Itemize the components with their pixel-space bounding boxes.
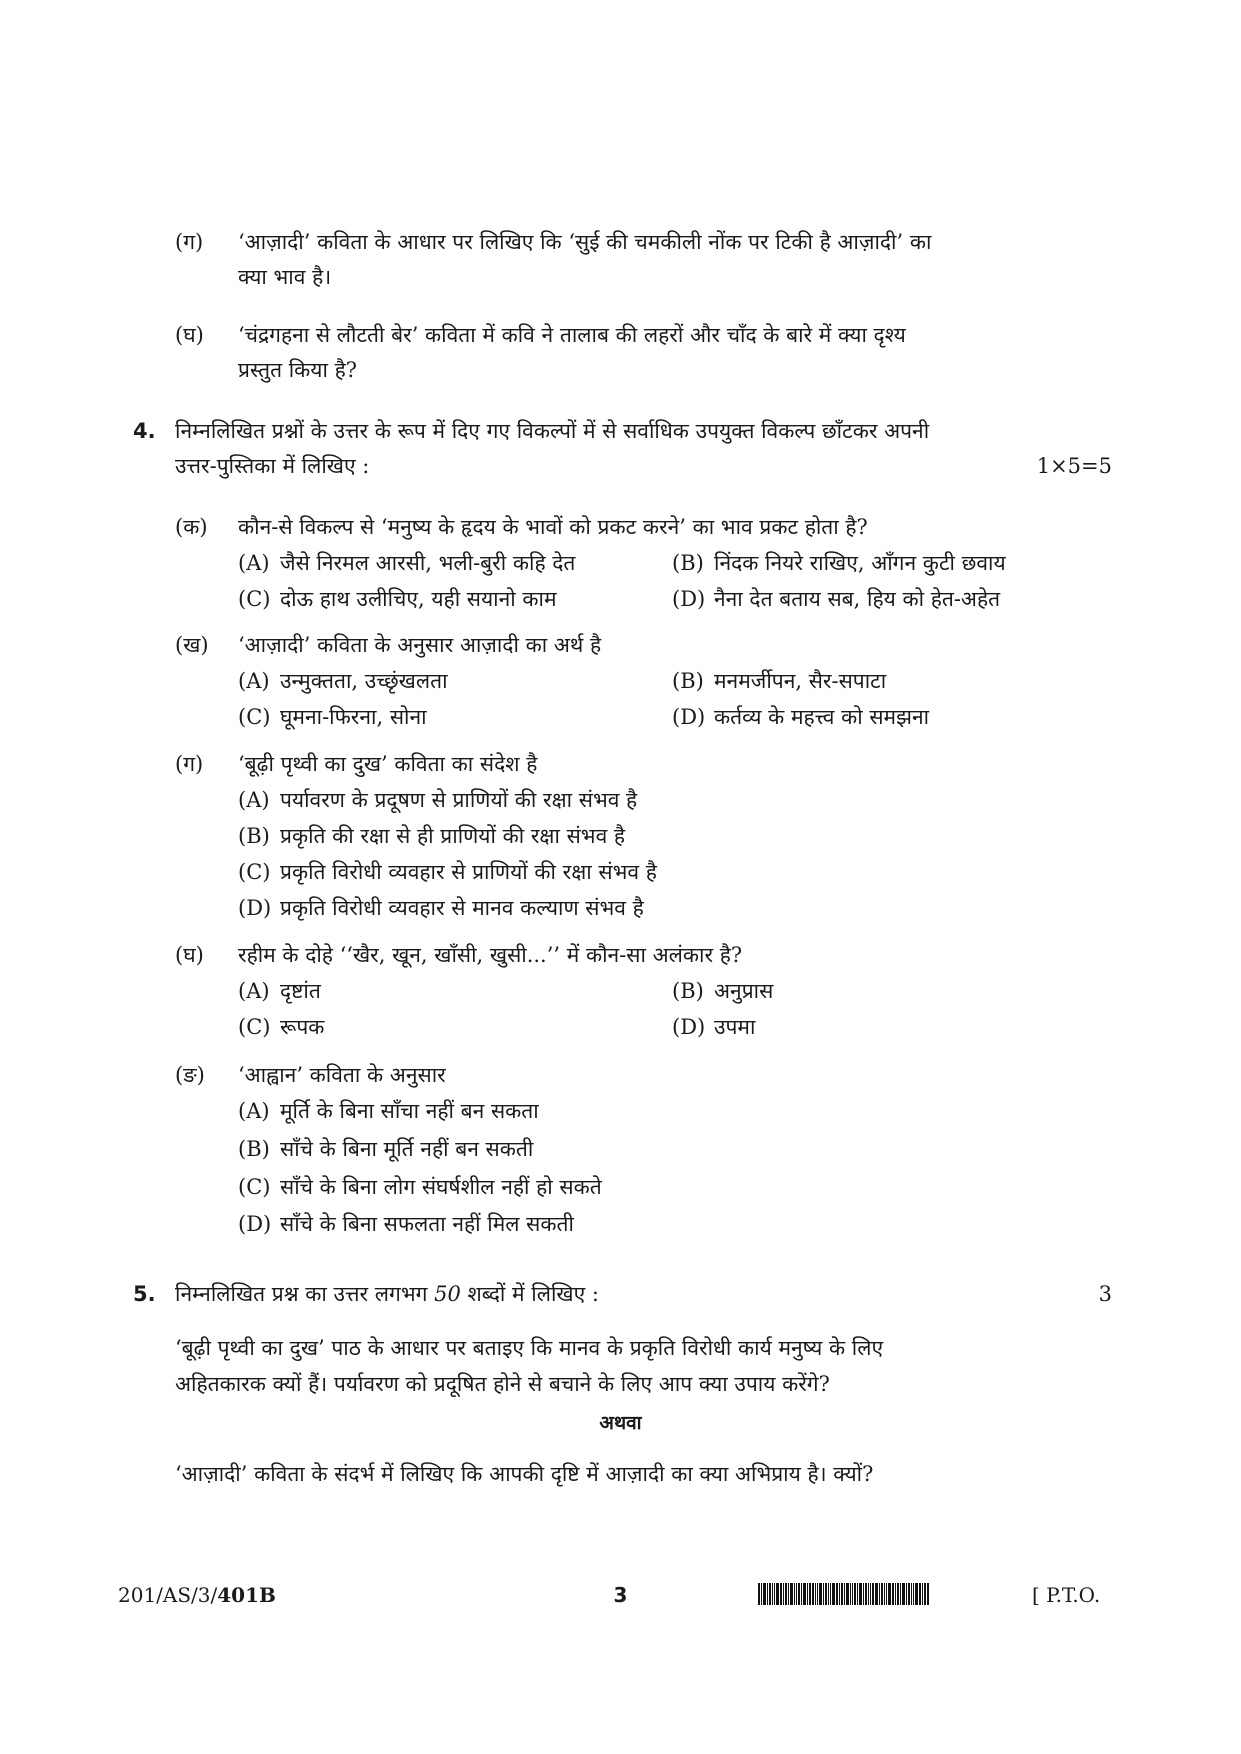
q4-kha-label: (ख) bbox=[175, 633, 209, 657]
q5-question-line2: अहितकारक क्यों हैं। पर्यावरण को प्रदूषित होने से बचाने के लिए आप क्या उपाय करेंगे? bbox=[175, 1372, 830, 1396]
q4-ga-option-d: (D) प्रकृति विरोधी व्यवहार से मानव कल्याण संभव है bbox=[238, 896, 644, 920]
q3-ga-line1: ‘आज़ादी’ कविता के आधार पर लिखिए कि ‘सुई की चमकीली नोंक पर टिकी है आज़ादी’ का bbox=[238, 230, 932, 254]
q4-ka-option-b: (B) निंदक नियरे राखिए, आँगन कुटी छवाय bbox=[672, 551, 1006, 575]
q4-kha-question: ‘आज़ादी’ कविता के अनुसार आज़ादी का अर्थ है bbox=[238, 633, 602, 657]
q4-ga-label: (ग) bbox=[175, 752, 204, 776]
q4-ka-option-c: (C) दोऊ हाथ उलीचिए, यही सयानो काम bbox=[238, 587, 557, 611]
q3-gha-label: (घ) bbox=[175, 323, 204, 347]
q5-instruction: निम्नलिखित प्रश्न का उत्तर लगभग 50 शब्दों में लिखिए : bbox=[175, 1282, 599, 1306]
q4-nga-option-d: (D) साँचे के बिना सफलता नहीं मिल सकती bbox=[238, 1212, 574, 1236]
q4-ga-option-c: (C) प्रकृति विरोधी व्यवहार से प्राणियों की रक्षा संभव है bbox=[238, 860, 657, 884]
q5-alternative-question: ‘आज़ादी’ कविता के संदर्भ में लिखिए कि आपकी दृष्टि में आज़ादी का क्या अभिप्राय है। क्यों? bbox=[175, 1462, 874, 1486]
q4-gha-label: (घ) bbox=[175, 943, 204, 967]
q3-ga-label: (ग) bbox=[175, 230, 204, 254]
q4-gha-option-d: (D) उपमा bbox=[672, 1015, 756, 1039]
q5-number: 5. bbox=[133, 1282, 156, 1306]
q4-kha-option-d: (D) कर्तव्य के महत्त्व को समझना bbox=[672, 705, 930, 729]
q4-ga-question: ‘बूढ़ी पृथ्वी का दुख’ कविता का संदेश है bbox=[238, 752, 538, 776]
q4-number: 4. bbox=[133, 419, 156, 443]
q4-ka-question: कौन-से विकल्प से ‘मनुष्य के हृदय के भावों को प्रकट करने’ का भाव प्रकट होता है? bbox=[238, 515, 868, 539]
q3-gha-line2: प्रस्तुत किया है? bbox=[238, 358, 358, 382]
q3-ga-line2: क्या भाव है। bbox=[238, 265, 332, 289]
q4-gha-question: रहीम के दोहे ‘‘खैर, खून, खाँसी, खुसी...’’ में कौन-सा अलंकार है? bbox=[238, 943, 743, 967]
q4-nga-option-b: (B) साँचे के बिना मूर्ति नहीं बन सकती bbox=[238, 1137, 534, 1161]
q4-instruction-line1: निम्नलिखित प्रश्नों के उत्तर के रूप में दिए गए विकल्पों में से सर्वाधिक उपयुक्त विकल्प छाँटकर अपनी bbox=[175, 419, 930, 443]
q3-gha-line1: ‘चंद्रगहना से लौटती बेर’ कविता में कवि ने तालाब की लहरों और चाँद के बारे में क्या दृश्य bbox=[238, 323, 906, 347]
page-number: 3 bbox=[613, 1583, 628, 1607]
q4-ka-option-d: (D) नैना देत बताय सब, हिय को हेत-अहेत bbox=[672, 587, 1001, 611]
q4-nga-label: (ङ) bbox=[175, 1063, 205, 1087]
q4-ga-option-b: (B) प्रकृति की रक्षा से ही प्राणियों की रक्षा संभव है bbox=[238, 824, 626, 848]
q4-ga-option-a: (A) पर्यावरण के प्रदूषण से प्राणियों की रक्षा संभव है bbox=[238, 788, 638, 812]
q5-marks: 3 bbox=[1098, 1282, 1112, 1306]
paper-code: 201/AS/3/401B bbox=[118, 1583, 276, 1607]
q4-nga-question: ‘आह्वान’ कविता के अनुसार bbox=[238, 1063, 446, 1087]
q4-nga-option-c: (C) साँचे के बिना लोग संघर्षशील नहीं हो सकते bbox=[238, 1175, 602, 1199]
q4-ka-label: (क) bbox=[175, 515, 208, 539]
q5-or-separator: अथवा bbox=[599, 1412, 642, 1434]
q5-question-line1: ‘बूढ़ी पृथ्वी का दुख’ पाठ के आधार पर बताइए कि मानव के प्रकृति विरोधी कार्य मनुष्य के लिए bbox=[175, 1336, 884, 1360]
barcode-icon bbox=[758, 1583, 930, 1605]
pto-label: [ P.T.O. bbox=[1032, 1583, 1101, 1607]
q4-kha-option-b: (B) मनमर्जीपन, सैर-सपाटा bbox=[672, 669, 887, 693]
q4-ka-option-a: (A) जैसे निरमल आरसी, भली-बुरी कहि देत bbox=[238, 551, 576, 575]
q4-instruction-line2: उत्तर-पुस्तिका में लिखिए : bbox=[175, 454, 370, 478]
q4-gha-option-b: (B) अनुप्रास bbox=[672, 979, 774, 1003]
q4-marks: 1×5=5 bbox=[1036, 454, 1112, 478]
q4-nga-option-a: (A) मूर्ति के बिना साँचा नहीं बन सकता bbox=[238, 1099, 539, 1123]
q4-kha-option-a: (A) उन्मुक्तता, उच्छृंखलता bbox=[238, 669, 448, 693]
q4-kha-option-c: (C) घूमना-फिरना, सोना bbox=[238, 705, 427, 729]
q4-gha-option-c: (C) रूपक bbox=[238, 1015, 325, 1039]
q4-gha-option-a: (A) दृष्टांत bbox=[238, 979, 321, 1003]
